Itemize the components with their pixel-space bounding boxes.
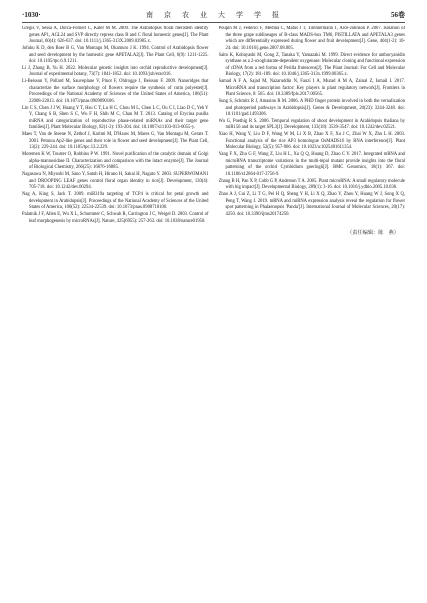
running-header — [22, 8, 405, 23]
reference-list-right — [219, 26, 406, 218]
reference-entry: Wu G, Poethig R S. 2006. Temporal regulation of shoot development in Arabidopsis thaliana by miR156 and its target SPL3[J]. Development, 133(18): 3539-3547. doi: 10.1242/dev.02521. — [218, 118, 405, 131]
reference-entry: Gregis V, Sessa A, Dorca-Fornell C, Kater M M. 2009. The Arabidopsis floral meristem identity genes AP1, AGL24 and SVP directly repress class B and C floral homeotic genes[J]. The Plant Journal, 60(4): 626-637. doi: 10.1111/j.1365-313X.2009.03985.x. — [22, 26, 209, 45]
reference-entry: Maes T, Van de Steene N, Zethof J, Karimi M, D'Hauw M, Mares G, Van Montagu M, Gerats T. 2001. Petunia Ap2-like genes and their role in flower and seed development[J]. The Plant Cell, 13(2): 229-244. doi: 10.1105/tpc.13.2.229. — [22, 132, 209, 151]
reference-entry: Saito K, Kobayashi M, Gong Z, Tanaka Y, Yamazaki M. 1999. Direct evidence for anthocyanidin synthase as a 2-oxoglutarate-dependent oxygenase: Molecular cloning and functional expression of cDNA from a red forma of Perilla frutescens[J]. The Plant Journal: For Cell and Molecular Biology, 17(2): 181-189. doi: 10.1046/j.1365-313x.1999.00365.x. — [218, 52, 405, 78]
reference-entry: Yang F X, Zhu G F, Wang Z, Liu H L, Xu Q Q, Huang D, Zhao C Y. 2017. Integrated mRNA and microRNA transcriptome variations in the multi-tepal mutant provide insights into the floral patterning of the orchid Cymbidium goeringii[J]. BMC Genomics, 18(1): 367. doi: 10.1186/s12864-017-3756-9. — [218, 152, 405, 177]
volume-label: 56卷 — [391, 11, 405, 19]
reference-column-left — [22, 26, 209, 598]
reference-entry: Li J, Zhang B, Yu H. 2022. Molecular genetic insights into orchid reproductive development[J]. Journal of experimental botany, 73(7): 1841-1852. doi: 10.1093/jxb/erac016. — [22, 65, 209, 78]
reference-entry: Moremen K W, Touster O, Robbins P W. 1991. Novel purification of the catalytic domain of Golgi alpha-mannosidase II. Characterization and comparison with the intact enzyme[J]. The Journal of Biological Chemistry, 266(25): 16876-16885. — [22, 152, 209, 171]
reference-entry: Zhao A J, Cui Z, Li T G, Pei H Q, Sheng Y H, Li X Q, Zhao Y, Zhou Y, Huang W J, Song X Q, Peng T, Wang J. 2019. mRNA and miRNA expression analysis reveal the regulation for flower spot patterning in Phalaenopsis 'Panda'[J]. International Journal of Molecular Sciences, 20(17): 4250. doi: 10.3390/ijms20174250. — [218, 192, 405, 217]
reference-entry: Palatnik J F, Allen E, Wu X L, Schommer C, Schwab R, Carrington J C, Weigel D. 2003. Control of leaf morphogenesis by microRNAs[J]. Nature, 425(6955): 257-263. doi: 10.1038/nature01958. — [22, 212, 209, 224]
reference-entry: Nag A, King S, Jack T. 2009. miR319a targeting of TCP4 is critical for petal growth and development in Arabidopsis[J]. Proceedings of the National Academy of Sciences of the United States of America, 106(52): 22534-22539. doi: 10.1073/pnas.0908718106. — [22, 192, 209, 211]
reference-entry: Lin C S, Chen J J W, Huang Y T, Hsu C T, Lu H C, Chou M L, Chen L C, Ou C I, Liao D C, Yeh Y Y, Chang S B, Shen S C, Wu F H, Shih M C, Chan M T. 2013. Catalog of Erycina pusilla miRNA and categorization of reproductive phase-related miRNAs and their target gene families[J]. Plant Molecular Biology, 82(1-2): 193-204. doi: 10.1007/s11103-013-0055-y. — [22, 105, 209, 131]
reference-entry: Poupin M J, Federici F, Medina C, Matus J T, Timmermann T, Arce-Johnson P. 2007. Isolation of the three grape sublineages of B-class MADS-box TM6, PISTILLATA and APETALA3 genes which are differentially expressed during flower and fruit development[J]. Gene, 404(1-2): 10-24. doi: 10.1016/j.gene.2007.08.005. — [218, 26, 405, 51]
reference-entry: Samad A F A, Sajad M, Nazaruddin N, Fauzi I A, Murad A M A, Zainal Z, Ismail I. 2017. MicroRNA and transcription factor: Key players in plant regulatory network[J]. Frontiers in Plant Science, 8: 565. doi: 10.3389/fpls.2017.00565. — [218, 79, 405, 98]
journal-title: 南 京 农 业 大 学 学 报 — [146, 11, 281, 19]
reference-column-right — [219, 26, 406, 598]
reference-entry: Sung S, Schmitz R J, Amasino R M. 2006. A PHD finger protein involved in both the vernalization and photoperiod pathways in Arabidopsis[J]. Genes & Development, 20(23): 3244-3248. doi: 10.1101/gad.1493306. — [218, 98, 405, 118]
page-number: ·1030· — [22, 11, 41, 19]
reference-entry: Xiao H, Wang Y, Liu D F, Wang W M, Li X B, Zhao X F, Xu J C, Zhai W X, Zhu L H. 2003. Functional analysis of the rice AP3 homologue OsMADS16 by RNA interference[J]. Plant Molecular Biology, 52(5): 957-966. doi: 10.1023/a:1025401611354. — [218, 132, 405, 151]
reference-columns — [22, 26, 405, 598]
reference-entry: Li-Beisson Y, Pollard M, Sauveplane V, Pinot F, Ohlrogge J, Beisson F. 2009. Nanoridges that characterize the surface morphology of flowers require the synthesis of cutin polyester[J]. Proceedings of the National Academy of Sciences of the United States of America, 106(51): 22008-22013. doi: 10.1073/pnas.0909090106. — [22, 79, 209, 104]
reference-entry: Nagasawa N, Miyoshi M, Sano Y, Satoh H, Hirano H, Sakai H, Nagato Y. 2003. SUPERWOMAN1 and DROOPING LEAF genes control floral organ identity in rice[J]. Development, 130(4): 705-718. doi: 10.1242/dev.00294. — [22, 172, 209, 191]
editor-note: （责任编辑：陈 燕） — [347, 230, 399, 237]
reference-entry: Jofuku K D, den Boer B G, Van Montagu M, Okamuro J K. 1994. Control of Arabidopsis flower and seed development by the homeotic gene APETALA2[J]. The Plant Cell, 6(9): 1211-1225. doi: 10.1105/tpc.6.9.1211. — [22, 45, 209, 65]
reference-entry: Zhang B H, Pan X P, Cobb G P, Anderson T A. 2005. Plant microRNA: A small regulatory molecule with big impact[J]. Developmental Biology, 289(1): 3-16. doi: 10.1016/j.ydbio.2005.10.036. — [218, 178, 405, 191]
